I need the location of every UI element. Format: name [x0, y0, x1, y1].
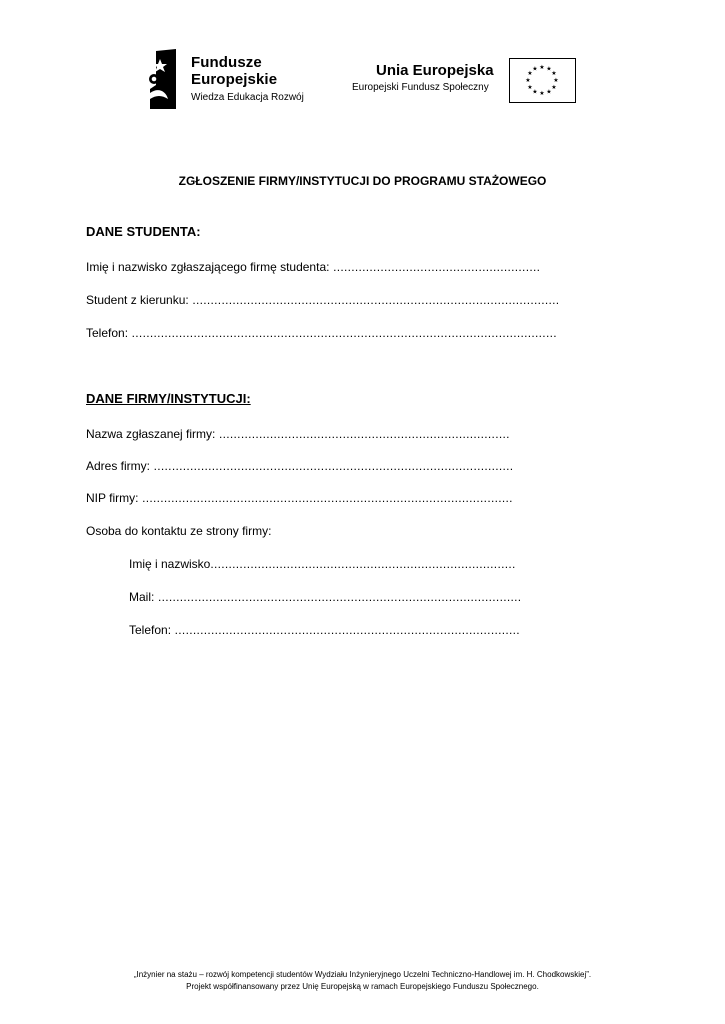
fe-logo-line3: Wiedza Edukacja Rozwój	[191, 92, 304, 103]
contact-phone-field[interactable]	[129, 623, 520, 637]
field-dots: ................................................................................	[215, 427, 510, 441]
company-name-field[interactable]	[86, 427, 510, 441]
svg-text:★: ★	[546, 88, 552, 96]
svg-text:★: ★	[532, 88, 538, 96]
field-label: NIP firmy:	[86, 491, 139, 505]
field-label: Imię i nazwisko zgłaszającego firmę studenta:	[86, 260, 330, 274]
svg-text:★: ★	[553, 77, 559, 84]
field-label: Adres firmy:	[86, 459, 151, 473]
student-name-field[interactable]	[86, 260, 540, 274]
field-dots: ......................................................................................................	[138, 491, 513, 505]
field-label: Telefon:	[129, 623, 172, 637]
fe-logo-icon	[146, 49, 180, 111]
field-dots: ....................................................................................................	[154, 590, 522, 604]
eu-flag-icon	[509, 58, 576, 103]
company-address-field[interactable]	[86, 459, 513, 473]
fe-logo-line2: Europejskie	[191, 71, 278, 88]
field-dots: .........................................................	[329, 260, 541, 274]
svg-text:★: ★	[527, 84, 533, 91]
field-label: Student z kierunku:	[86, 293, 189, 307]
student-phone-field[interactable]	[86, 326, 557, 340]
footer-funding-line: Projekt współfinansowany przez Unię Europejską w ramach Europejskiego Funduszu Społecznego.	[186, 982, 539, 991]
field-label: Osoba do kontaktu ze strony firmy:	[86, 524, 272, 538]
field-label: Nazwa zgłaszanej firmy:	[86, 427, 216, 441]
svg-text:★: ★	[551, 84, 557, 91]
field-label: Imię i nazwisko	[129, 557, 211, 571]
field-label: Mail:	[129, 590, 155, 604]
company-section-heading: DANE FIRMY/INSTYTUCJI:	[86, 391, 251, 406]
footer-project-line: „Inżynier na stażu – rozwój kompetencji studentów Wydziału Inżynieryjnego Uczelni Techniczno-Handlowej im. H. Chodkowskiej”.	[133, 970, 592, 979]
field-dots: ...............................................................................................	[171, 623, 520, 637]
svg-text:★: ★	[551, 70, 557, 77]
field-dots: .....................................................................................................................	[128, 326, 557, 340]
contact-mail-field[interactable]	[129, 590, 521, 604]
company-nip-field[interactable]	[86, 491, 513, 505]
contact-name-field[interactable]	[129, 557, 516, 571]
ue-logo-line1: Unia Europejska	[376, 62, 494, 79]
fundusze-europejskie-logo	[146, 49, 316, 113]
ue-logo-line2: Europejski Fundusz Społeczny	[352, 82, 489, 93]
student-section-heading: DANE STUDENTA:	[86, 224, 201, 239]
field-dots: .....................................................................................................	[188, 293, 560, 307]
svg-text:★: ★	[527, 70, 533, 77]
fe-logo-line1: Fundusze	[191, 54, 262, 71]
field-dots: ....................................................................................	[210, 557, 516, 571]
field-label: Telefon:	[86, 326, 129, 340]
svg-text:★: ★	[539, 64, 545, 71]
contact-person-label	[86, 524, 271, 538]
svg-text:★: ★	[546, 65, 552, 73]
svg-text:★: ★	[539, 90, 545, 97]
svg-text:★: ★	[525, 77, 531, 84]
field-dots: ...................................................................................................	[150, 459, 514, 473]
svg-text:★: ★	[532, 65, 538, 73]
document-title: ZGŁOSZENIE FIRMY/INSTYTUCJI DO PROGRAMU STAŻOWEGO	[178, 174, 547, 188]
student-major-field[interactable]	[86, 293, 559, 307]
